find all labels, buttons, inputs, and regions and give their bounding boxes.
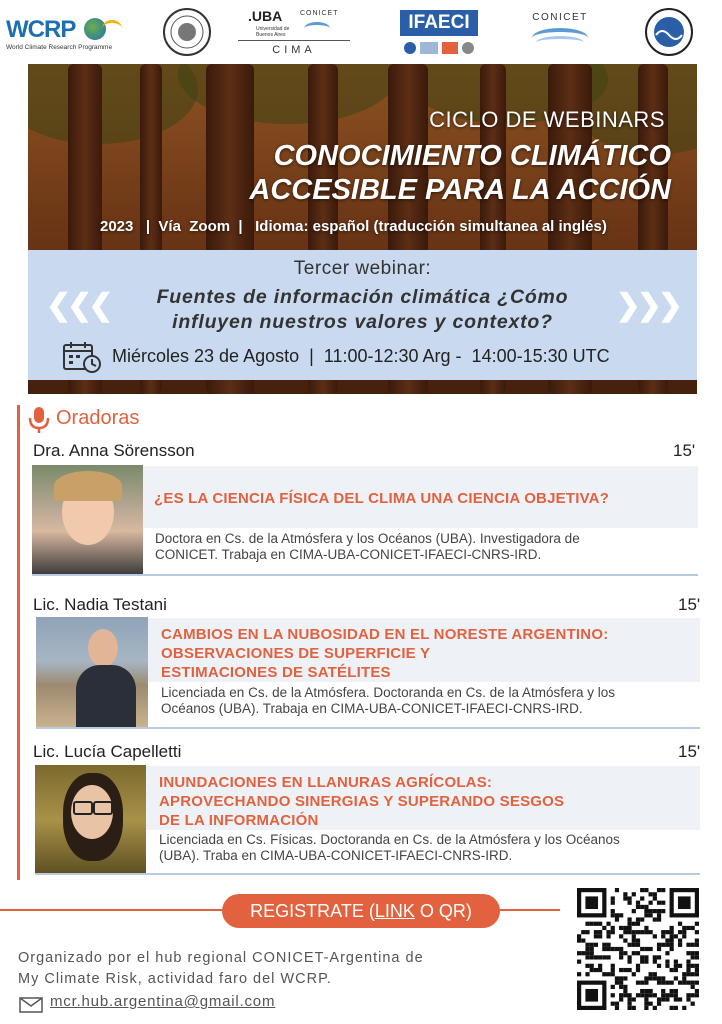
- uba-conicet-cima-logo: [238, 6, 350, 58]
- speakers-heading: Oradoras: [56, 407, 140, 429]
- speaker-photo: [36, 617, 148, 727]
- speaker-name: Lic. Lucía Capelletti: [33, 742, 182, 761]
- series-label: CICLO DE WEBINARS: [429, 107, 665, 132]
- event-title-line1: CONOCIMIENTO CLIMÁTICO: [273, 140, 671, 172]
- wcrp-logo-text: WCRP: [6, 16, 76, 43]
- hero-banner: [28, 64, 697, 394]
- talk-title-line: APROVECHANDO SINERGIAS Y SUPERANDO SESGOS: [159, 793, 565, 810]
- swoosh-icon: [102, 20, 122, 37]
- logo-bar: [0, 0, 722, 64]
- talk-title-line: ¿ES LA CIENCIA FÍSICA DEL CLIMA UNA CIENCIA OBJETIVA?: [154, 490, 610, 507]
- talk-title-line: DE LA INFORMACIÓN: [159, 812, 319, 829]
- talk-title-line: OBSERVACIONES DE SUPERFICIE Y: [161, 645, 431, 662]
- register-prefix: REGISTRATE (: [250, 900, 375, 921]
- speaker-separator: [36, 727, 700, 729]
- conicet-small-text: CONICET: [300, 10, 339, 17]
- meteorology-center-logo: [642, 6, 696, 58]
- register-suffix: O QR): [414, 900, 472, 921]
- partner-marks-icon: [404, 42, 474, 54]
- event-title-line2: ACCESIBLE PARA LA ACCIÓN: [249, 174, 671, 206]
- conicet-logo-text: CONICET: [532, 12, 588, 23]
- speaker-duration: 15': [678, 742, 701, 761]
- speaker-bio-line: CONICET. Trabaja en CIMA-UBA-CONICET-IFAECI-CNRS-IRD.: [155, 547, 542, 562]
- speaker-duration: 15': [678, 595, 701, 614]
- envelope-icon: [19, 997, 43, 1013]
- chevron-right-icon: ❯❯❯: [615, 289, 679, 322]
- organizer-text: [18, 948, 538, 990]
- speaker-bio-line: Doctora en Cs. de la Atmósfera y los Océanos (UBA). Investigadora de: [155, 531, 580, 546]
- speaker-duration: 15': [673, 441, 696, 460]
- webinar-title-line1: Fuentes de información climática ¿Cómo: [156, 286, 569, 308]
- talk-title-line: CAMBIOS EN LA NUBOSIDAD EN EL NORESTE ARGENTINO:: [161, 626, 609, 643]
- wcrp-logo-subtitle: World Climate Research Programme: [6, 44, 113, 51]
- cima-logo-text: CIMA: [272, 44, 316, 56]
- speaker-name: Lic. Nadia Testani: [33, 595, 167, 614]
- conicet-wave-icon: [304, 22, 330, 35]
- register-button[interactable]: [222, 894, 500, 928]
- wcrp-logo: [6, 6, 124, 58]
- uba-logo-subtitle: Universidad de Buenos Aires: [256, 26, 290, 38]
- speaker-bio-line: Licenciada en Cs. Físicas. Doctoranda en Cs. de la Atmósfera y los Océanos: [159, 832, 620, 847]
- speaker-bio-line: Océanos (UBA). Trabaja en CIMA-UBA-CONICET-IFAECI-CNRS-IRD.: [161, 701, 583, 716]
- speaker-photo: [32, 465, 143, 575]
- microphone-icon: [28, 406, 50, 434]
- university-seal-logo: [160, 6, 214, 58]
- organizer-line: Organizado por el hub regional CONICET-Argentina de: [18, 950, 424, 966]
- event-info: 2023 | Vía Zoom | Idioma: español (traducción simultanea al inglés): [100, 218, 607, 235]
- uba-logo-text: .UBA: [248, 8, 283, 24]
- ifaeci-logo: [400, 6, 478, 58]
- conicet-logo: [526, 6, 594, 58]
- ifaeci-logo-text: IFAECI: [408, 12, 470, 33]
- register-link[interactable]: LINK: [374, 900, 415, 921]
- talk-title-line: INUNDACIONES EN LLANURAS AGRÍCOLAS:: [159, 774, 493, 791]
- speaker-separator: [35, 873, 700, 875]
- speakers-accent-rule: [17, 405, 20, 880]
- circle-emblem-icon: [644, 7, 694, 57]
- contact-email-link[interactable]: mcr.hub.argentina@gmail.com: [50, 993, 276, 1010]
- speaker-bio-line: Licenciada en Cs. de la Atmósfera. Doctoranda en Cs. de la Atmósfera y los: [161, 685, 615, 700]
- calendar-clock-icon: [62, 340, 102, 374]
- talk-title-line: ESTIMACIONES DE SATÉLITES: [161, 664, 391, 681]
- speaker-photo: [35, 765, 146, 875]
- webinar-date: Miércoles 23 de Agosto | 11:00-12:30 Arg - 14:00-15:30 UTC: [112, 346, 610, 366]
- seal-icon: [162, 7, 212, 57]
- speaker-bio-line: (UBA). Traba en CIMA-UBA-CONICET-IFAECI-CNRS-IRD.: [159, 848, 513, 863]
- speaker-separator: [32, 574, 698, 576]
- organizer-line: My Climate Risk, actividad faro del WCRP.: [18, 971, 332, 987]
- chevron-left-icon: ❮❮❮: [46, 289, 110, 322]
- qr-code[interactable]: [577, 888, 699, 1010]
- webinar-title-line2: influyen nuestros valores y contexto?: [172, 311, 553, 333]
- speaker-name: Dra. Anna Sörensson: [33, 441, 195, 460]
- webinar-band: [28, 250, 697, 380]
- webinar-label: Tercer webinar:: [293, 258, 432, 279]
